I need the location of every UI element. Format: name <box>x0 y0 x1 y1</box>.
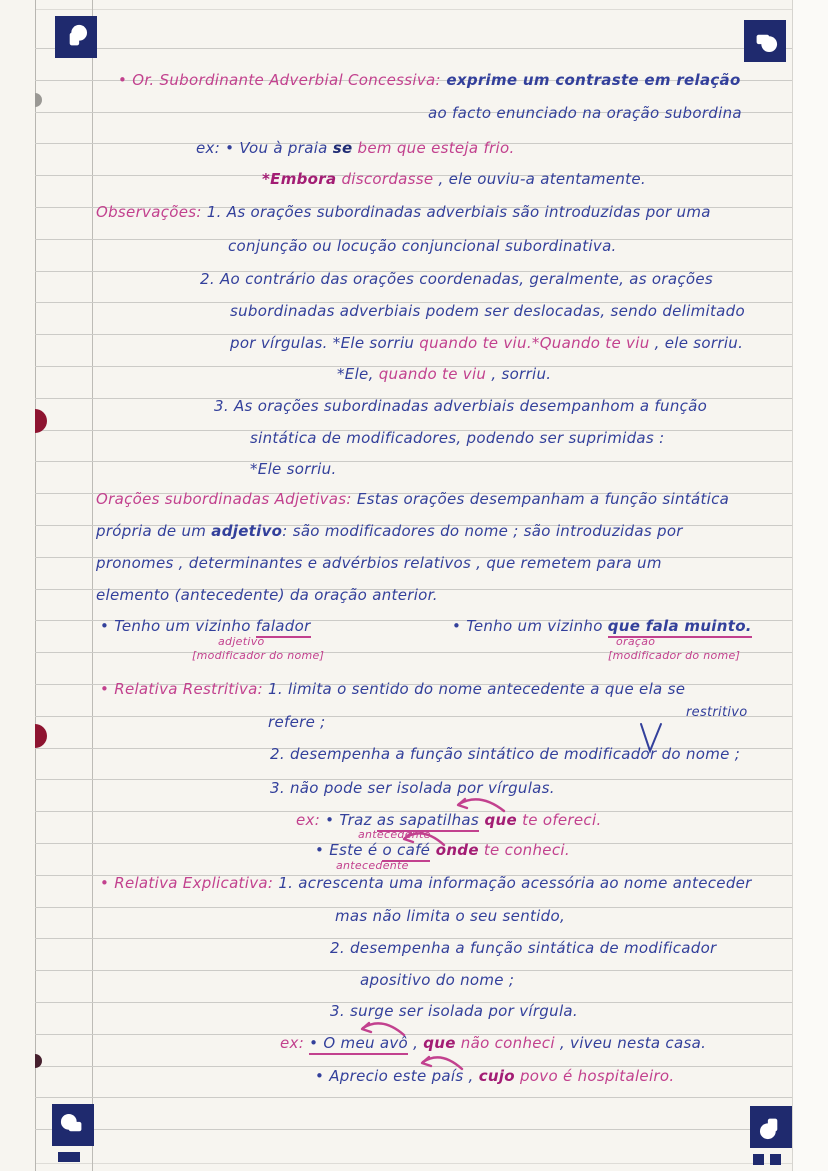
handwritten-line <box>100 681 685 698</box>
handwritten-text: , ele sorriu. <box>649 334 744 352</box>
handwritten-text: sintática de modificadores, podendo ser suprimidas : <box>250 429 665 447</box>
scan-corner-marker-icon <box>52 1104 94 1146</box>
scan-corner-marker-icon <box>750 1106 792 1148</box>
page-edge-mark <box>35 409 47 433</box>
scan-marker-bar-icon <box>58 1152 80 1162</box>
handwritten-text: elemento (antecedente) da oração anterior. <box>96 586 438 604</box>
handwritten-text: oração <box>616 635 656 648</box>
scan-marker-dot-icon <box>770 1154 781 1165</box>
handwritten-text: 1. acrescenta uma informação acessória ao nome anteceder <box>278 874 752 892</box>
handwritten-text: • Or. Subordinante Adverbial Concessiva: <box>118 71 441 89</box>
scan-marker-dot-icon <box>753 1154 764 1165</box>
handwritten-text: , sorriu. <box>486 365 552 383</box>
handwritten-text: discordasse <box>336 170 434 188</box>
handwritten-line <box>250 461 337 478</box>
handwritten-line <box>200 271 713 288</box>
handwritten-line <box>192 650 324 662</box>
handwritten-text: que <box>478 811 517 829</box>
handwritten-text: 3. surge ser isolada por vírgula. <box>330 1002 578 1020</box>
handwritten-line <box>96 587 438 604</box>
handwritten-text: do nome ; <box>661 745 741 763</box>
handwritten-line <box>686 706 748 720</box>
page-bottom-edge <box>35 1163 792 1164</box>
handwritten-text: • O meu avô <box>309 1034 408 1055</box>
handwritten-text: Orações subordinadas Adjetivas: <box>96 490 357 508</box>
handwritten-text: que fala muinto. <box>608 617 752 638</box>
handwritten-text: : são modificadores do nome ; são introduzidas por <box>282 522 683 540</box>
scan-corner-marker-icon <box>744 20 786 62</box>
handwritten-text: *Quando te viu <box>531 334 650 352</box>
handwritten-text: quando te viu. <box>419 334 532 352</box>
handwritten-text: se <box>332 139 353 157</box>
handwritten-text: , ele ouviu-a atentamente. <box>433 170 646 188</box>
scan-corner-marker-icon <box>55 16 97 58</box>
handwritten-line <box>616 636 655 648</box>
handwritten-text: quando te viu <box>378 365 487 383</box>
ruled-line <box>35 461 792 462</box>
handwritten-line <box>100 618 311 635</box>
curved-arrow-icon <box>398 830 448 852</box>
handwritten-line <box>218 636 265 648</box>
handwritten-text: • Tenho um vizinho <box>100 617 256 635</box>
handwritten-text: exprime um contraste em relação <box>440 71 741 89</box>
handwritten-line <box>315 1068 674 1085</box>
ruled-line <box>35 1129 792 1130</box>
handwritten-text: adjetivo <box>218 635 265 648</box>
handwritten-line <box>360 972 514 989</box>
handwritten-text: apositivo do nome ; <box>360 971 515 989</box>
handwritten-text: 3. As orações subordinadas adverbiais desempanhom a função <box>214 397 708 415</box>
handwritten-line <box>280 1035 706 1052</box>
handwritten-text: as sapatilhas <box>377 811 479 832</box>
handwritten-text: ex: • Vou à praia <box>196 139 333 157</box>
handwritten-text: ao facto enunciado na oração subordina <box>428 104 742 122</box>
handwritten-text: 3. não pode ser isolada por vírgulas. <box>270 779 555 797</box>
ruled-line <box>35 1097 792 1098</box>
handwritten-line <box>330 1003 578 1020</box>
handwritten-line <box>335 908 565 925</box>
handwritten-text: *Ele, <box>337 365 379 383</box>
ruled-line <box>35 716 792 717</box>
handwritten-line <box>250 430 664 447</box>
page-edge-mark <box>35 1054 42 1068</box>
handwritten-line <box>336 860 409 872</box>
handwritten-text: te conheci. <box>478 841 570 859</box>
handwritten-text: • Aprecio este país , <box>315 1067 479 1085</box>
handwritten-text: bem que esteja frio. <box>352 139 515 157</box>
handwritten-text: [modificador do nome] <box>192 649 325 662</box>
handwritten-text: onde <box>430 841 479 859</box>
handwritten-text: Observações: <box>96 203 207 221</box>
handwritten-line <box>228 238 617 255</box>
handwritten-text: 2. Ao contrário das orações coordenadas, geralmente, as orações <box>200 270 714 288</box>
handwritten-line <box>96 204 711 221</box>
handwritten-text: antecedente <box>358 828 431 841</box>
page-edge-mark <box>35 724 47 748</box>
handwritten-text: por vírgulas. *Ele sorriu <box>230 334 420 352</box>
handwritten-text: subordinadas adverbiais podem ser deslocadas, sendo delimitado <box>230 302 745 320</box>
handwritten-text: mas não limita o seu sentido, <box>335 907 566 925</box>
handwritten-line <box>330 940 717 957</box>
handwritten-text: o café <box>382 841 430 862</box>
handwritten-line <box>118 72 741 89</box>
handwritten-text: própria de um <box>96 522 212 540</box>
handwritten-line <box>296 812 602 829</box>
handwritten-text: • Relativa Restritiva: <box>100 680 269 698</box>
handwritten-line <box>214 398 707 415</box>
handwritten-line <box>428 105 742 122</box>
page-top-edge <box>35 9 792 10</box>
handwritten-text: adjetivo <box>211 522 283 540</box>
handwritten-text: conjunção ou locução conjuncional subordinativa. <box>228 237 617 255</box>
handwritten-text: 1. As orações subordinadas adverbiais são introduzidas por uma <box>206 203 711 221</box>
ruled-line <box>35 48 792 49</box>
handwritten-line <box>196 140 515 157</box>
handwritten-line <box>270 746 740 763</box>
insertion-caret-icon <box>638 722 664 758</box>
handwritten-line <box>96 555 662 572</box>
handwritten-text: ex: <box>280 1034 310 1052</box>
handwritten-text: que <box>423 1034 456 1052</box>
handwritten-text: refere ; <box>268 713 326 731</box>
handwritten-text: *Ele sorriu. <box>250 460 337 478</box>
handwritten-text: restritivo <box>686 705 748 720</box>
handwritten-line <box>452 618 752 635</box>
handwritten-line <box>230 303 745 320</box>
curved-arrow-icon <box>452 796 508 818</box>
paper-right-edge-line <box>792 0 793 1171</box>
handwritten-line <box>96 523 683 540</box>
handwritten-text: antecedente <box>336 859 409 872</box>
handwritten-line <box>337 366 551 383</box>
handwritten-text: • Tenho um vizinho <box>452 617 608 635</box>
handwritten-text: 1. limita o sentido do nome antecedente a que ela se <box>268 680 686 698</box>
handwritten-text: • Traz <box>325 811 377 829</box>
handwritten-text: , viveu nesta casa. <box>554 1034 707 1052</box>
handwritten-line <box>262 171 646 188</box>
handwritten-text: 2. desempenha a função sintática de modificador <box>330 939 717 957</box>
curved-arrow-icon <box>356 1020 408 1042</box>
handwritten-text: ex: <box>296 811 326 829</box>
handwritten-text: [modificador do nome] <box>608 649 741 662</box>
handwritten-line <box>230 335 743 352</box>
handwritten-line <box>268 714 326 731</box>
handwritten-text: *Embora <box>262 170 337 188</box>
handwritten-text: 2. desempenha a função sintático de modificador <box>270 745 662 763</box>
page-edge-mark <box>35 93 42 107</box>
curved-arrow-icon <box>416 1054 466 1076</box>
handwritten-text: te ofereci. <box>517 811 602 829</box>
handwritten-line <box>100 875 752 892</box>
handwritten-text: falador <box>256 617 311 638</box>
handwritten-text: Estas orações desempanham a função sintática <box>356 490 730 508</box>
handwritten-text: pronomes , determinantes e advérbios relativos , que remetem para um <box>96 554 662 572</box>
handwritten-text: • Este é <box>315 841 383 859</box>
handwritten-text: • Relativa Explicativa: <box>100 874 279 892</box>
handwritten-line <box>270 780 555 797</box>
handwritten-line <box>608 650 740 662</box>
handwritten-text: cujo <box>478 1067 515 1085</box>
handwritten-text: , <box>408 1034 424 1052</box>
handwritten-text: povo é hospitaleiro. <box>514 1067 675 1085</box>
handwritten-line <box>96 491 729 508</box>
handwritten-text: não conheci <box>455 1034 555 1052</box>
